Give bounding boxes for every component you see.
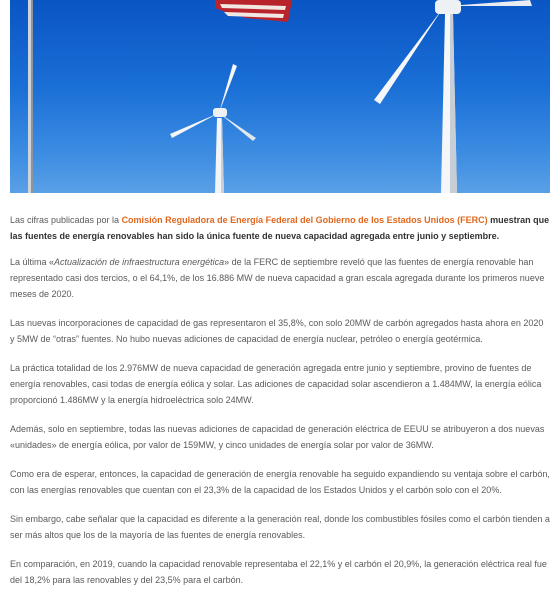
article-paragraph: Sin embargo, cabe señalar que la capacidad es diferente a la generación real, donde los combustibles fósiles como el carbón tienden a ser más altos que los de la mayoría de las fuentes de energía renovables. (10, 514, 550, 540)
article-body (10, 212, 550, 601)
article-paragraph: Como era de esperar, entonces, la capacidad de generación de energía renovable ha seguido expandiendo su ventaja sobre el carbón, con las energías renovables que cuentan con el 23,3% de la capacidad de los Estados Unidos y el carbón solo con el 20%. (10, 469, 550, 495)
article-paragraph: La práctica totalidad de los 2.976MW de nueva capacidad de generación agregada entre junio y septiembre, provino de fuentes de energía renovables, casi todas de energía eólica y solar. Las adiciones de capacidad solar ascendieron a 1.484MW, la energía eólica proporcionó 1.486MW y la energía hidroeléctrica solo 24MW. (10, 363, 542, 405)
wind-turbine-icon (170, 64, 256, 193)
paragraph-text: La última « (10, 257, 55, 267)
paragraph-text: » de la FERC de septiembre reveló que las fuentes de energía renovable han representado casi dos tercios, o el 64,1%, de los 16.886 MW de nueva capacidad a gran escala agregada durante los primeros nueve meses de 2020. (10, 257, 545, 299)
article-paragraph: En comparación, en 2019, cuando la capacidad renovable representaba el 22,1% y el carbón el 20,9%, la generación eléctrica real fue del 18,2% para las renovables y del 23,5% para el carbón. (10, 559, 547, 585)
article-paragraph: Las nuevas incorporaciones de capacidad de gas representaron el 35,8%, con solo 20MW de carbón agregados hasta ahora en 2020 y 5MW de “otras” fuentes. No hubo nuevas adiciones de capacidad de energía nuclear, petróleo o energía geotérmica. (10, 318, 544, 344)
article-paragraph (10, 254, 550, 302)
report-title: Actualización de infraestructura energética (54, 257, 225, 267)
article-lead-paragraph (10, 212, 550, 244)
wind-farm-photo (10, 0, 550, 193)
lead-text-start: Las cifras publicadas por la (10, 215, 122, 225)
wind-turbine-icon (374, 0, 532, 193)
lead-text-bold: muestran que las fuentes de energía renovables han sido la única fuente de nueva capacidad agregada entre junio y septiembre. (10, 215, 550, 241)
flag-icon (215, 0, 292, 22)
article-paragraph: Además, solo en septiembre, todas las nuevas adiciones de capacidad de generación eléctrica de EEUU se atribuyeron a dos nuevas «unidades» de energía eólica, por valor de 159MW, y cinco unidades de energía solar por valor de 36MW. (10, 424, 545, 450)
hero-image (10, 0, 550, 193)
ferc-link[interactable]: Comisión Reguladora de Energía Federal del Gobierno de los Estados Unidos (FERC) (121, 215, 488, 225)
